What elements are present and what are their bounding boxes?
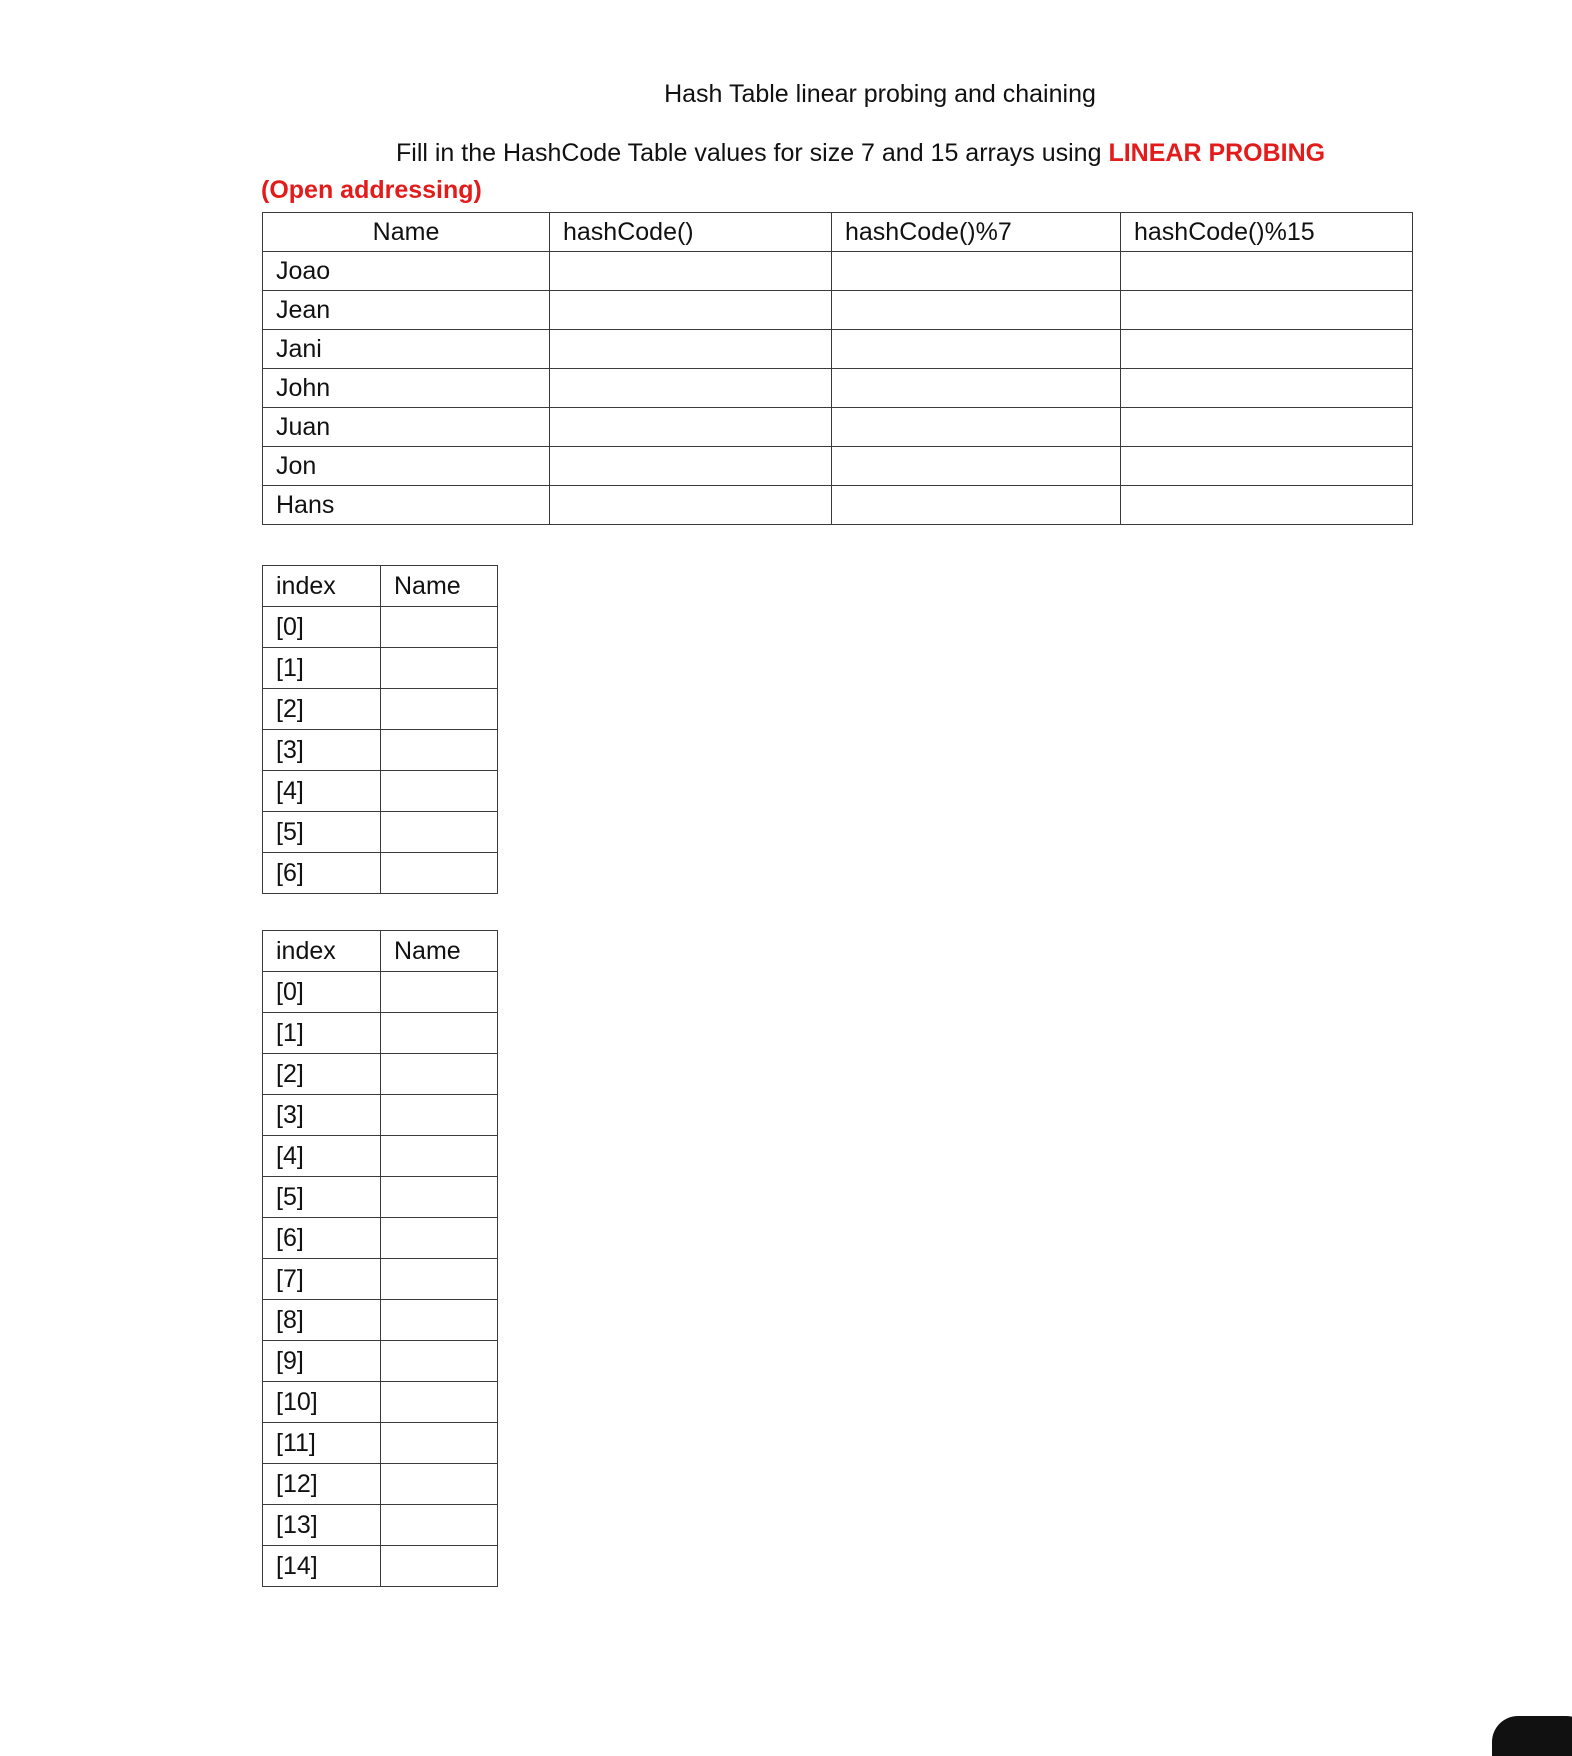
probe15-row (263, 1546, 498, 1587)
probe7-row (263, 853, 498, 894)
probe15-row (263, 1505, 498, 1546)
probe15-row (263, 1136, 498, 1177)
probe15-row (263, 1054, 498, 1095)
probe15-name-cell[interactable] (381, 1546, 498, 1587)
probe7-row (263, 771, 498, 812)
probe15-row (263, 1259, 498, 1300)
probe-table-size-7 (262, 565, 498, 894)
probe15-header-row (263, 931, 498, 972)
probe15-index-cell: [0] (263, 972, 381, 1013)
hashcode-cell[interactable] (550, 408, 832, 447)
probe15-index-cell: [11] (263, 1423, 381, 1464)
probe15-row (263, 972, 498, 1013)
header-name: Name (263, 213, 550, 252)
probe15-name-cell[interactable] (381, 1382, 498, 1423)
probe7-header-index: index (263, 566, 381, 607)
hashcode-table-row (263, 369, 1413, 408)
hashcode-cell[interactable] (550, 291, 832, 330)
probe15-row (263, 1218, 498, 1259)
hashcode-mod15-cell[interactable] (1121, 486, 1413, 525)
probe7-name-cell[interactable] (381, 607, 498, 648)
hashcode-table-row (263, 447, 1413, 486)
probe7-index-cell: [2] (263, 689, 381, 730)
probe15-row (263, 1177, 498, 1218)
probe7-body (263, 607, 498, 894)
probe7-row (263, 812, 498, 853)
probe7-name-cell[interactable] (381, 689, 498, 730)
probe7-name-cell[interactable] (381, 853, 498, 894)
hashcode-mod15-cell[interactable] (1121, 252, 1413, 291)
probe15-header-index: index (263, 931, 381, 972)
name-cell: John (263, 369, 550, 408)
hashcode-mod15-cell[interactable] (1121, 369, 1413, 408)
probe7-name-cell[interactable] (381, 648, 498, 689)
probe15-header-name: Name (381, 931, 498, 972)
probe7-name-cell[interactable] (381, 730, 498, 771)
instruction-line (396, 136, 1325, 170)
name-cell: Joao (263, 252, 550, 291)
hashcode-cell[interactable] (550, 330, 832, 369)
hashcode-cell[interactable] (550, 486, 832, 525)
probe7-row (263, 648, 498, 689)
name-cell: Jani (263, 330, 550, 369)
hashcode-table-body (263, 252, 1413, 525)
probe15-name-cell[interactable] (381, 1505, 498, 1546)
probe15-index-cell: [5] (263, 1177, 381, 1218)
probe15-index-cell: [13] (263, 1505, 381, 1546)
hashcode-table-row (263, 330, 1413, 369)
instruction-suffix: (Open addressing) (261, 176, 482, 204)
probe15-row (263, 1341, 498, 1382)
probe7-row (263, 730, 498, 771)
probe15-index-cell: [9] (263, 1341, 381, 1382)
hashcode-mod15-cell[interactable] (1121, 447, 1413, 486)
probe-table-size-15 (262, 930, 498, 1587)
corner-decoration (1492, 1716, 1572, 1756)
probe15-body (263, 972, 498, 1587)
hashcode-mod7-cell[interactable] (832, 486, 1121, 525)
hashcode-table-header-row (263, 213, 1413, 252)
probe7-index-cell: [1] (263, 648, 381, 689)
hashcode-mod15-cell[interactable] (1121, 291, 1413, 330)
hashcode-mod7-cell[interactable] (832, 447, 1121, 486)
probe15-row (263, 1013, 498, 1054)
probe15-name-cell[interactable] (381, 1177, 498, 1218)
name-cell: Juan (263, 408, 550, 447)
hashcode-cell[interactable] (550, 447, 832, 486)
probe15-index-cell: [8] (263, 1300, 381, 1341)
probe15-name-cell[interactable] (381, 1054, 498, 1095)
hashcode-mod15-cell[interactable] (1121, 330, 1413, 369)
probe15-name-cell[interactable] (381, 972, 498, 1013)
probe15-index-cell: [3] (263, 1095, 381, 1136)
hashcode-mod7-cell[interactable] (832, 330, 1121, 369)
probe7-row (263, 607, 498, 648)
probe7-row (263, 689, 498, 730)
instruction-highlight: LINEAR PROBING (1108, 139, 1326, 167)
document-title: Hash Table linear probing and chaining (664, 80, 1096, 108)
probe15-name-cell[interactable] (381, 1218, 498, 1259)
hashcode-cell[interactable] (550, 369, 832, 408)
probe15-index-cell: [1] (263, 1013, 381, 1054)
probe7-index-cell: [0] (263, 607, 381, 648)
probe15-index-cell: [7] (263, 1259, 381, 1300)
hashcode-mod7-cell[interactable] (832, 369, 1121, 408)
probe15-index-cell: [10] (263, 1382, 381, 1423)
probe15-name-cell[interactable] (381, 1136, 498, 1177)
probe7-header-row (263, 566, 498, 607)
probe15-row (263, 1095, 498, 1136)
name-cell: Jean (263, 291, 550, 330)
probe15-name-cell[interactable] (381, 1423, 498, 1464)
probe15-name-cell[interactable] (381, 1013, 498, 1054)
probe15-name-cell[interactable] (381, 1259, 498, 1300)
probe15-index-cell: [2] (263, 1054, 381, 1095)
probe15-name-cell[interactable] (381, 1300, 498, 1341)
probe7-index-cell: [4] (263, 771, 381, 812)
probe7-name-cell[interactable] (381, 812, 498, 853)
probe15-name-cell[interactable] (381, 1095, 498, 1136)
probe15-row (263, 1382, 498, 1423)
hashcode-cell[interactable] (550, 252, 832, 291)
probe7-header-name: Name (381, 566, 498, 607)
probe15-row (263, 1464, 498, 1505)
instruction-text: Fill in the HashCode Table values for size 7 and 15 arrays using (396, 139, 1109, 167)
name-cell: Jon (263, 447, 550, 486)
hashcode-mod15-cell[interactable] (1121, 408, 1413, 447)
probe7-index-cell: [3] (263, 730, 381, 771)
probe15-index-cell: [6] (263, 1218, 381, 1259)
hashcode-mod7-cell[interactable] (832, 291, 1121, 330)
hashcode-table-row (263, 291, 1413, 330)
probe7-index-cell: [5] (263, 812, 381, 853)
hashcode-table-row (263, 486, 1413, 525)
hashcode-table-row (263, 252, 1413, 291)
probe15-row (263, 1423, 498, 1464)
hashcode-mod7-cell[interactable] (832, 252, 1121, 291)
name-cell: Hans (263, 486, 550, 525)
probe15-index-cell: [14] (263, 1546, 381, 1587)
hashcode-table-row (263, 408, 1413, 447)
probe15-index-cell: [4] (263, 1136, 381, 1177)
header-hashcode-mod15: hashCode()%15 (1121, 213, 1413, 252)
probe15-name-cell[interactable] (381, 1341, 498, 1382)
probe15-index-cell: [12] (263, 1464, 381, 1505)
hashcode-mod7-cell[interactable] (832, 408, 1121, 447)
hashcode-table (262, 212, 1413, 525)
probe15-name-cell[interactable] (381, 1464, 498, 1505)
probe7-name-cell[interactable] (381, 771, 498, 812)
probe15-row (263, 1300, 498, 1341)
header-hashcode: hashCode() (550, 213, 832, 252)
probe7-index-cell: [6] (263, 853, 381, 894)
header-hashcode-mod7: hashCode()%7 (832, 213, 1121, 252)
